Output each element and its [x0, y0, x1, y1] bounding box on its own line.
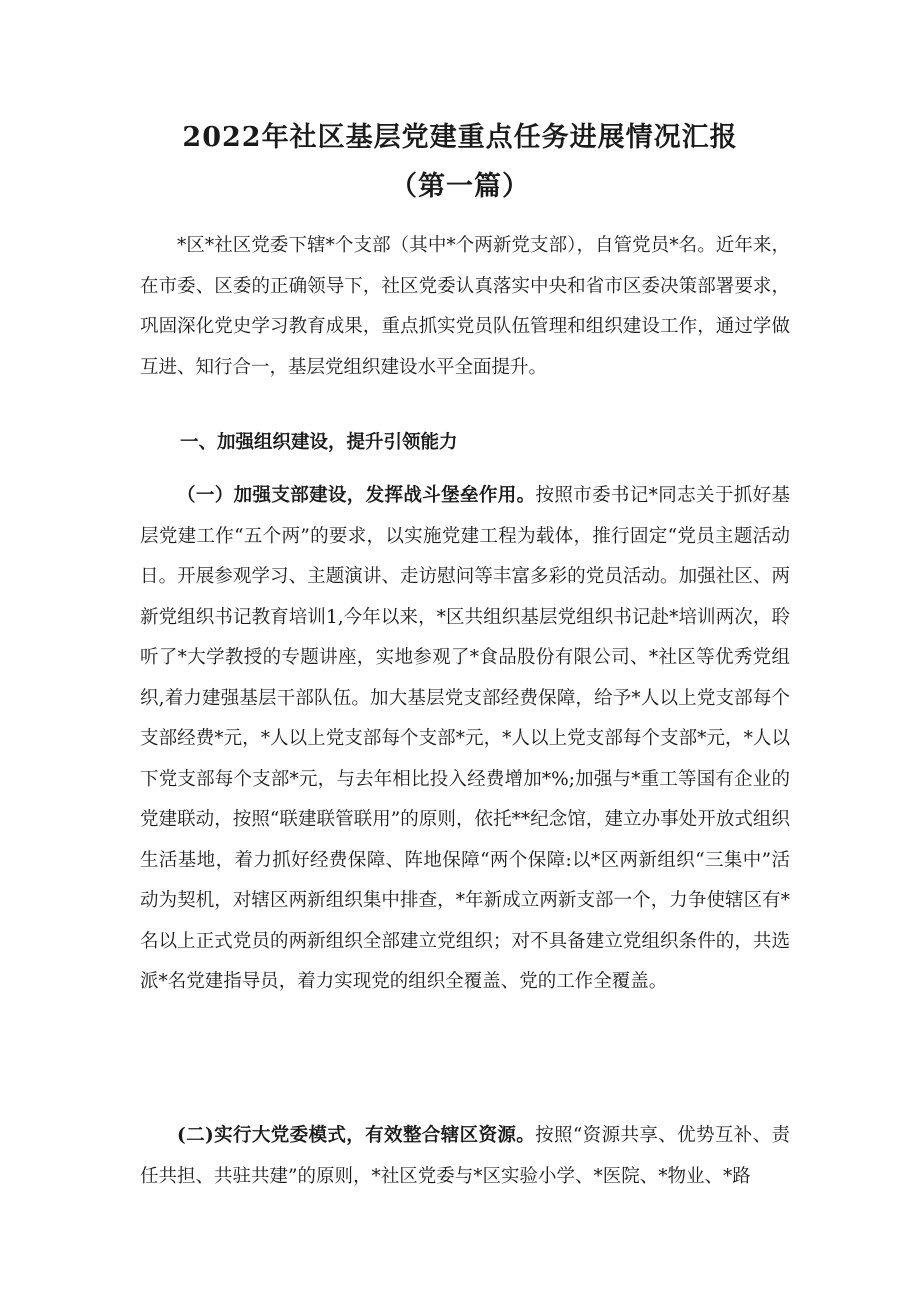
- subsection-1-lead: （一）加强支部建设，发挥战斗堡垒作用。: [177, 485, 536, 506]
- subsection-2-lead: (二)实行大党委模式，有效整合辖区资源。: [177, 1125, 536, 1146]
- document-title: 2022年社区基层党建重点任务进展情况汇报: [182, 122, 738, 153]
- subsection-1-body: 按照市委书记*同志关于抓好基层党建工作“五个两”的要求，以实施党建工程为载体，推行固定“党员主题活动日。开展参观学习、主题演讲、走访慰问等丰富多彩的党员活动。加强社区、两新党组织书记教育培训1,今年以来，*区共组织基层党组织书记赴*培训两次，聆听了*大学教授的专题讲座，实地参观了*食品股份有限公司、*社区等优秀党组织,着力建强基层干部队伍。加大基层党支部经费保障，给予*人以上党支部每个支部经费*元，*人以上党支部每个支部*元，*人以上党支部每个支部*元，*人以下党支部每个支部*元，与去年相比投入经费增加*%;加强与*重工等国有企业的党建联动，按照“联建联管联用”的原则，依托**纪念馆，建立办事处开放式组织生活基地，着力抓好经费保障、阵地保障“两个保障:以*区两新组织“三集中”活动为契机，对辖区两新组织集中排查，*年新成立两新支部一个，力争使辖区有*名以上正式党员的两新组织全部建立党组织；对不具备建立党组织条件的，共选派*名党建指导员，着力实现党的组织全覆盖、党的工作全覆盖。: [140, 485, 790, 992]
- subsection-1-paragraph: [140, 476, 790, 1003]
- section-heading: 一、加强组织建设，提升引领能力: [180, 432, 458, 453]
- intro-paragraph: *区*社区党委下辖*个支部（其中*个两新党支部），自管党员*名。近年来，在市委、区委的正确领导下，社区党委认真落实中央和省市区委决策部署要求，巩固深化党史学习教育成果，重点抓实党员队伍管理和组织建设工作，通过学做互进、知行合一，基层党组织建设水平全面提升。: [140, 235, 790, 378]
- subsection-2-body: 按照“资源共享、优势互补、责任共担、共驻共建”的原则，*社区党委与*区实验小学、*医院、*物业、*路: [140, 1125, 790, 1187]
- subsection-2-paragraph: [140, 1116, 790, 1197]
- document-subtitle: （第一篇）: [390, 171, 530, 202]
